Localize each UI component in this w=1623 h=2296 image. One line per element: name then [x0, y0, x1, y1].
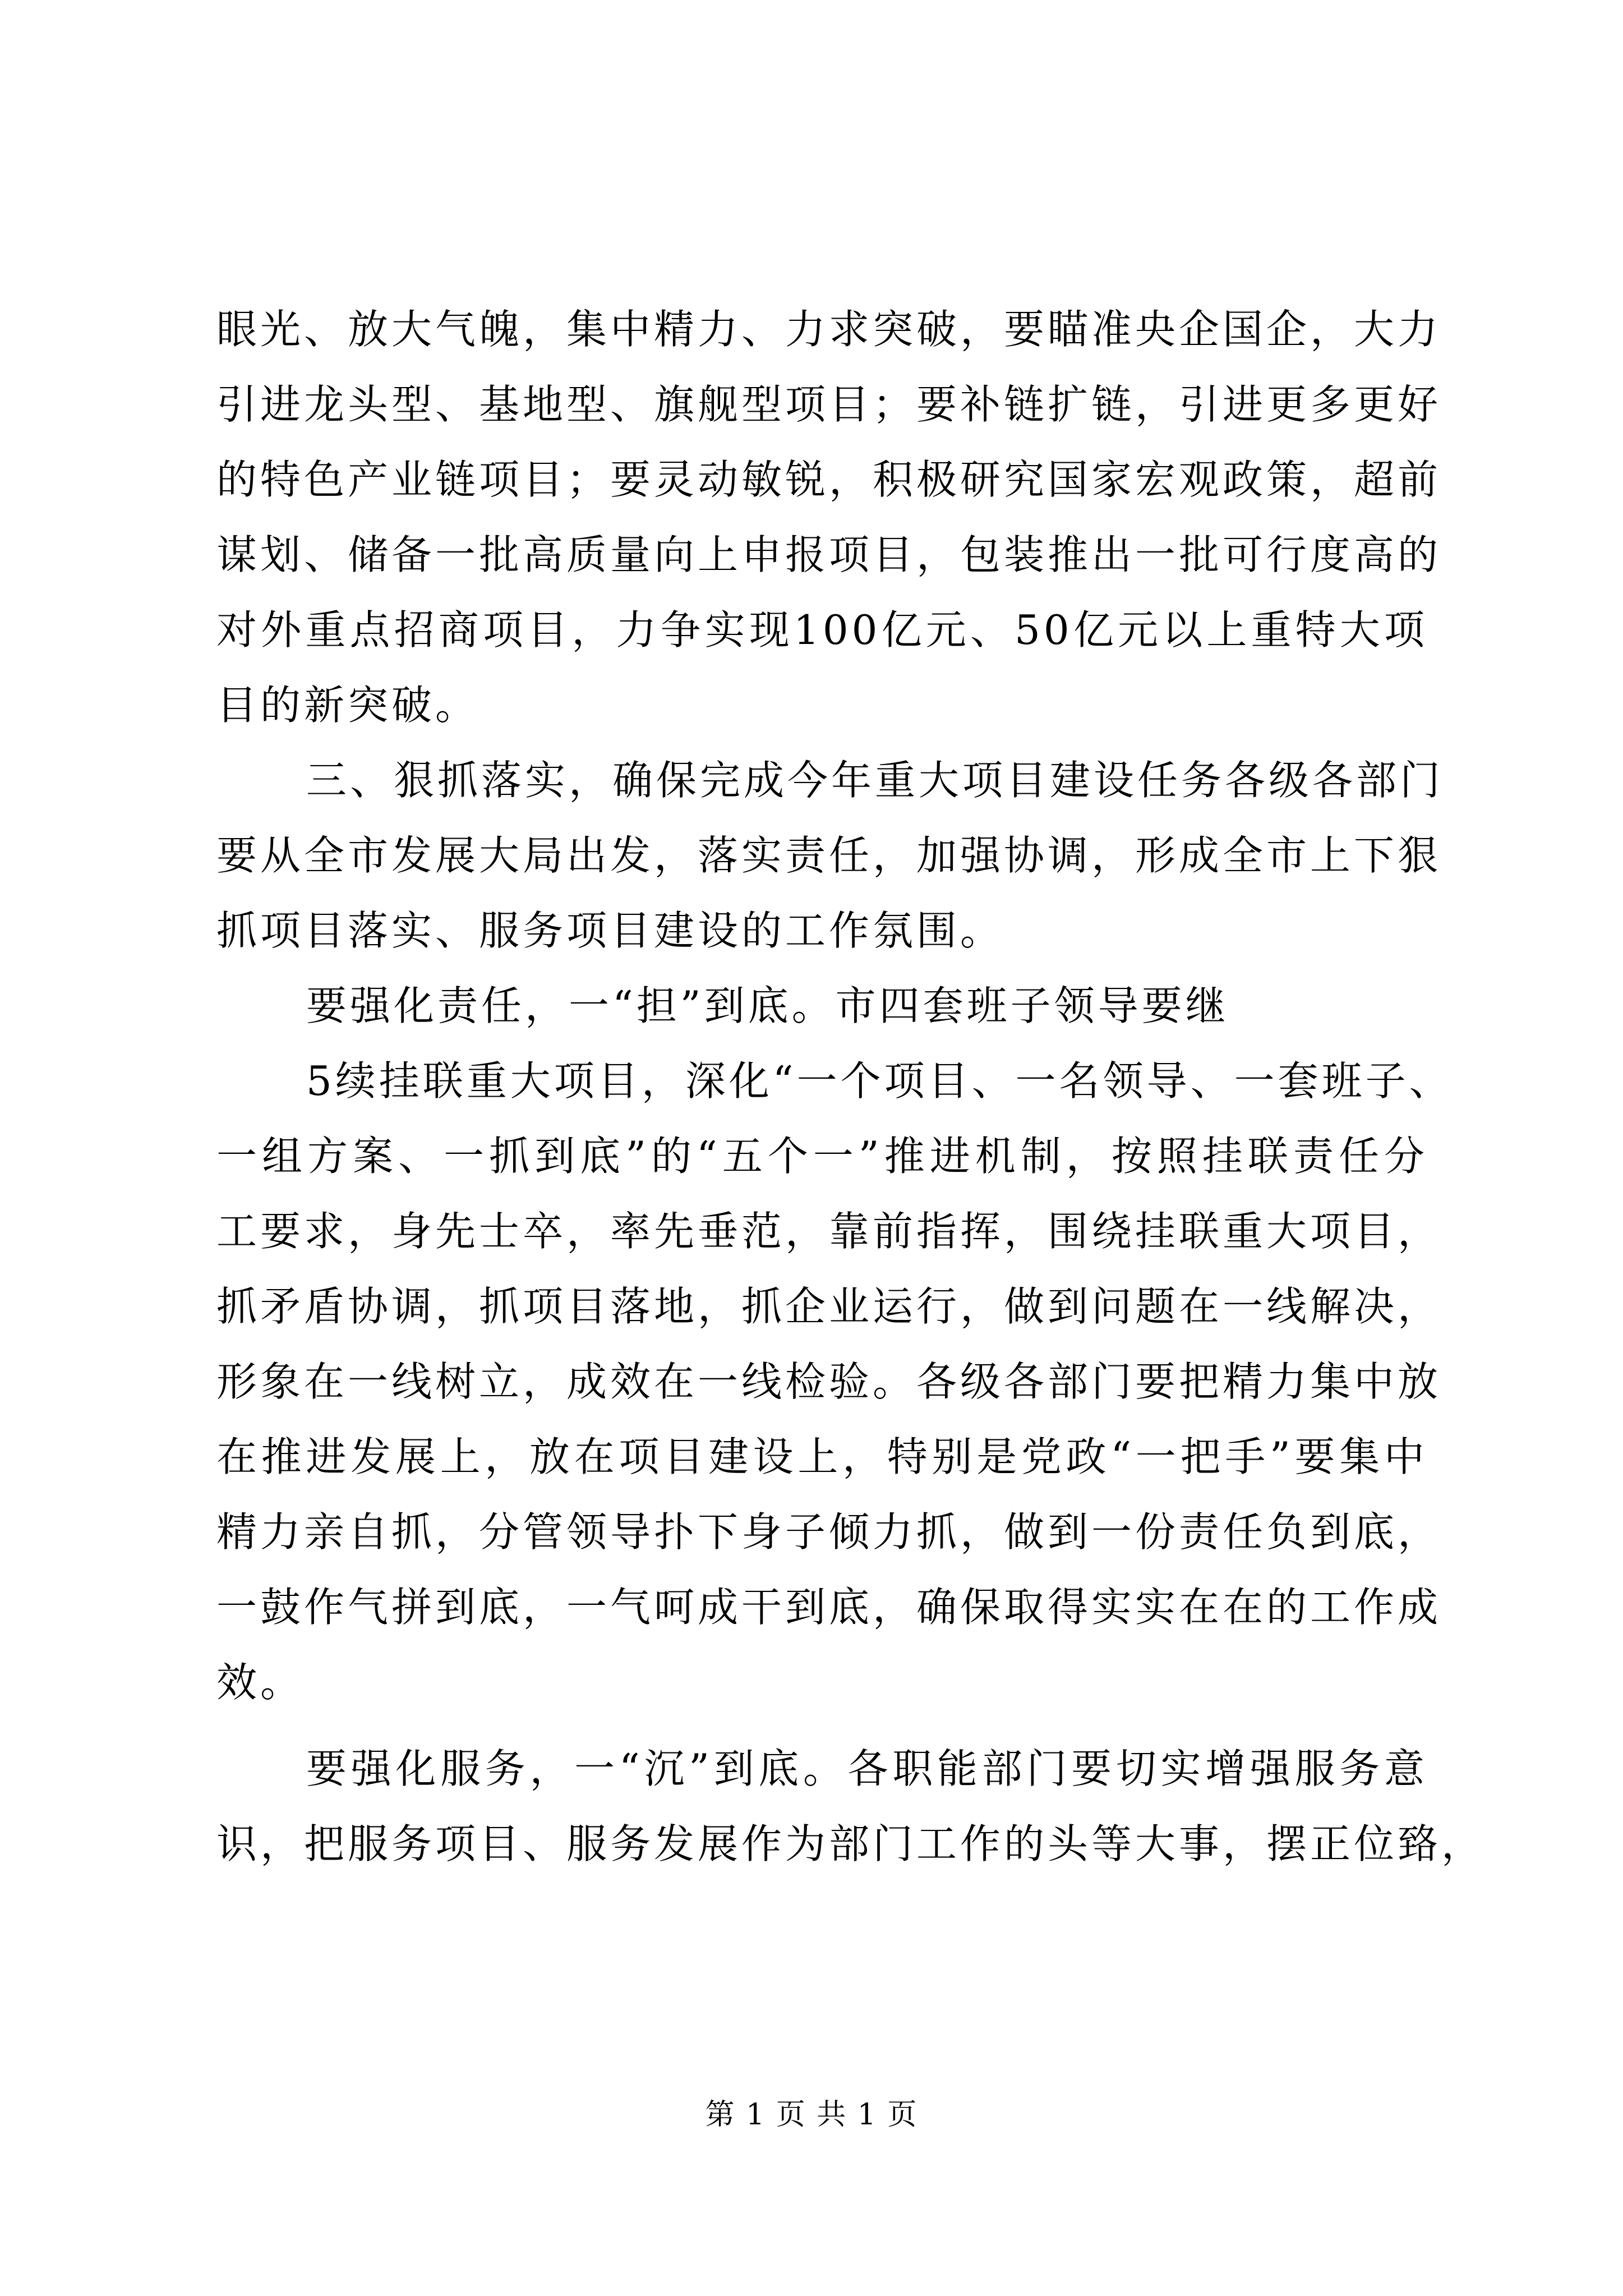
paragraph-3 [216, 968, 1428, 1043]
paragraph-2 [216, 743, 1444, 968]
paragraph-gap [216, 1720, 1428, 1731]
text-line: 的特色产业链项目；要灵动敏锐，积极研究国家宏观政策，超前 [216, 456, 1442, 503]
text-line: 要从全市发展大局出发，落实责任，加强协调，形成全市上下狠 [216, 832, 1442, 879]
text-line: 对外重点招商项目，力争实现100亿元、50亿元以上重特大项 [216, 606, 1428, 654]
text-line: 工要求，身先士卒，率先垂范，靠前指挥，围绕挂联重大项目， [216, 1208, 1442, 1255]
paragraph-4 [216, 1043, 1453, 1720]
text-line: 眼光、放大气魄，集中精力、力求突破，要瞄准央企国企，大力 [216, 306, 1442, 353]
text-line: 一鼓作气拼到底，一气呵成干到底，确保取得实实在在的工作成 [216, 1584, 1442, 1631]
paragraph-5 [216, 1731, 1486, 1881]
text-line: 引进龙头型、基地型、旗舰型项目；要补链扩链，引进更多更好 [216, 381, 1442, 428]
text-line: 效。 [216, 1659, 305, 1706]
text-line: 在推进发展上，放在项目建设上，特别是党政“一把手”要集中 [216, 1433, 1428, 1480]
document-body [216, 292, 1486, 1881]
text-line: 识，把服务项目、服务发展作为部门工作的头等大事，摆正位臵， [216, 1820, 1486, 1867]
text-line: 形象在一线树立，成效在一线检验。各级各部门要把精力集中放 [216, 1358, 1442, 1405]
text-line: 精力亲自抓，分管领导扑下身子倾力抓，做到一份责任负到底， [216, 1508, 1442, 1556]
text-line: 一组方案、一抓到底”的“五个一”推进机制，按照挂联责任分 [216, 1133, 1428, 1180]
text-line: 三、狠抓落实，确保完成今年重大项目建设任务各级各部门 [306, 757, 1444, 804]
text-line: 目的新突破。 [216, 682, 479, 729]
text-line: 5续挂联重大项目，深化“一个项目、一名领导、一套班子、 [306, 1057, 1453, 1105]
page-number-footer: 第 1 页 共 1 页 [705, 2098, 918, 2132]
paragraph-1 [216, 292, 1442, 743]
text-line: 要强化责任，一“担”到底。市四套班子领导要继 [306, 982, 1229, 1029]
text-line: 抓项目落实、服务项目建设的工作氛围。 [216, 907, 1004, 954]
text-line: 谋划、储备一批高质量向上申报项目，包装推出一批可行度高的 [216, 531, 1442, 578]
text-line: 要强化服务，一“沉”到底。各职能部门要切实增强服务意 [306, 1745, 1428, 1792]
text-line: 抓矛盾协调，抓项目落地，抓企业运行，做到问题在一线解决， [216, 1283, 1442, 1330]
